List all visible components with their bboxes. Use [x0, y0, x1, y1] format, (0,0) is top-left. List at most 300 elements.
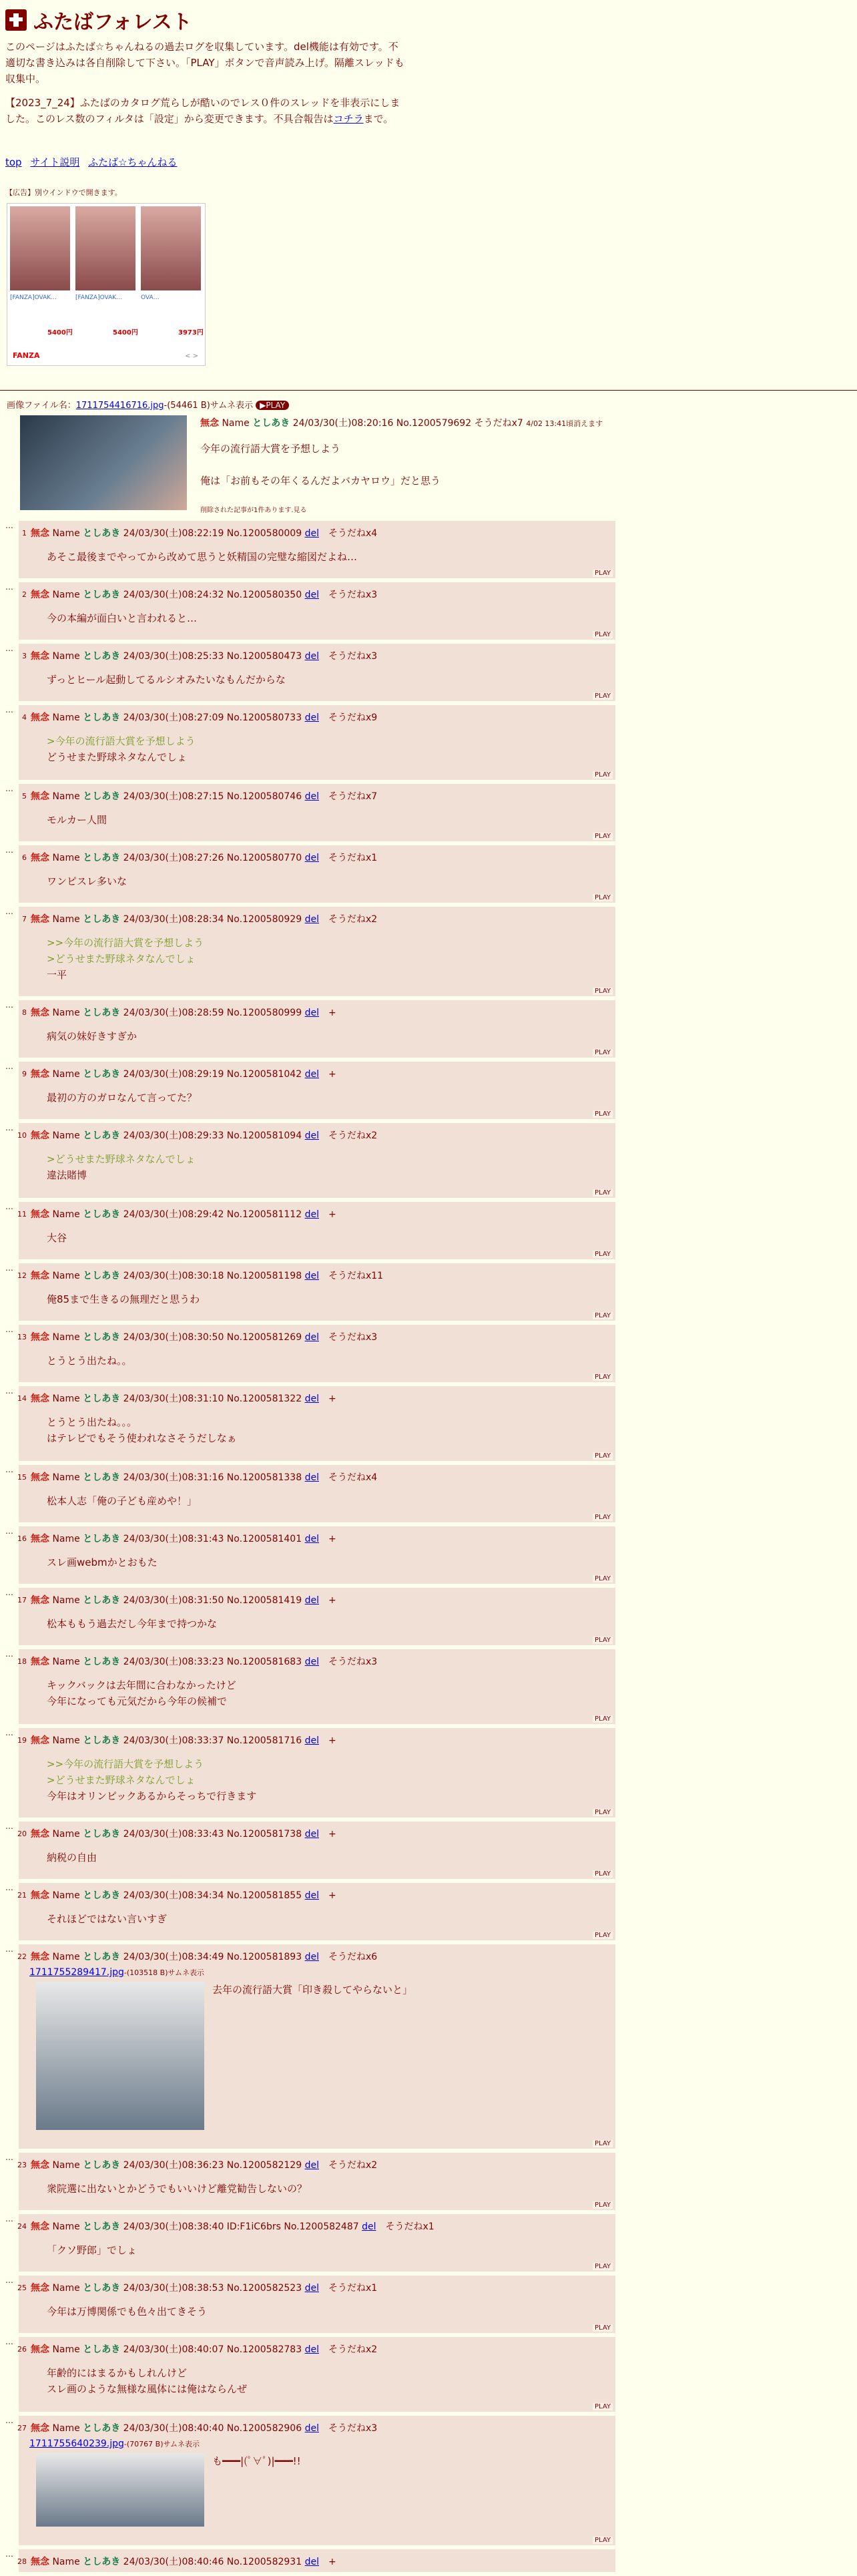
name-label: Name — [52, 1595, 80, 1606]
reply-dots: … — [5, 1883, 13, 1892]
reply-play-button[interactable]: PLAY — [593, 570, 613, 577]
reply-post — [0, 1588, 627, 1649]
op-play-button[interactable]: ▶PLAY — [256, 401, 289, 410]
reply-box — [19, 1649, 615, 1724]
del-link[interactable]: del — [304, 1393, 319, 1404]
reply-body — [47, 1291, 200, 1307]
reply-post — [0, 2337, 627, 2416]
reply-box — [19, 1325, 615, 1382]
reply-post — [0, 1883, 627, 1944]
reply-play-button[interactable]: PLAY — [593, 692, 613, 700]
op-body — [200, 441, 441, 505]
reply-file-link[interactable]: 1711755289417.jpg — [29, 1967, 124, 1978]
reply-line: スレ画webmかとおもた — [47, 1556, 158, 1568]
del-link[interactable]: del — [304, 1008, 319, 1018]
reply-post — [0, 1202, 627, 1263]
del-link[interactable]: del — [304, 1271, 319, 1281]
intro-text: このページはふたば☆ちゃんねるの過去ログを収集しています。del機能は有効です。不適切な書き込みは各自削除して下さい。「PLAY」ボタンで音声読み上げ。隔離スレッドも収集中。 — [5, 41, 404, 85]
name-label: Name — [52, 1890, 80, 1901]
del-link[interactable]: del — [304, 528, 319, 539]
reply-play-button[interactable]: PLAY — [593, 2403, 613, 2410]
op-subject: 無念 — [200, 418, 219, 429]
soudane-button[interactable]: + — [328, 1534, 336, 1544]
reply-box — [19, 1821, 615, 1879]
reply-dots: … — [5, 1588, 13, 1597]
reply-number: 19 — [17, 1736, 27, 1745]
reply-subject: 無念 — [31, 712, 49, 723]
soudane-button[interactable]: そうだねx2 — [328, 2344, 378, 2355]
name-label: Name — [52, 1657, 80, 1667]
reply-box — [19, 1465, 615, 1522]
reply-quote: >今年の流行語大賞を予想しよう — [47, 735, 196, 747]
reply-play-button[interactable]: PLAY — [593, 894, 613, 901]
reply-play-button[interactable]: PLAY — [593, 1809, 613, 1816]
reply-image[interactable] — [36, 1982, 204, 2130]
reply-dots: … — [5, 1465, 13, 1474]
reply-play-button[interactable]: PLAY — [593, 1110, 613, 1118]
reply-name: としあき — [83, 1735, 121, 1746]
reply-name: としあき — [83, 528, 121, 539]
reply-dots: … — [5, 1728, 13, 1737]
reply-box — [19, 784, 615, 841]
reply-play-button[interactable]: PLAY — [593, 2263, 613, 2270]
op-file-link[interactable]: 1711754416716.jpg — [75, 401, 164, 411]
soudane-button[interactable]: そうだねx1 — [328, 853, 378, 863]
reply-name: としあき — [83, 853, 121, 863]
reply-date: 24/03/30(土)08:29:33 No.1200581094 — [123, 1130, 302, 1141]
op-image[interactable] — [20, 415, 187, 510]
reply-play-button[interactable]: PLAY — [593, 2201, 613, 2209]
op-line: 今年の流行語大賞を予想しよう — [200, 443, 341, 455]
del-link[interactable]: del — [304, 590, 319, 600]
soudane-button[interactable]: そうだねx4 — [328, 528, 378, 539]
del-link[interactable]: del — [304, 1829, 319, 1840]
del-link[interactable]: del — [304, 791, 319, 802]
reply-number: 10 — [17, 1131, 27, 1140]
reply-line: ワンピスレ多いな — [47, 875, 127, 887]
del-link[interactable]: del — [304, 2160, 319, 2171]
nav-futaba-link[interactable]: ふたば☆ちゃんねる — [88, 156, 178, 168]
nav-about-link[interactable]: サイト説明 — [30, 156, 80, 168]
reply-play-button[interactable]: PLAY — [593, 1870, 613, 1878]
reply-subject: 無念 — [31, 2557, 49, 2567]
del-link[interactable]: del — [304, 1332, 319, 1343]
reply-play-button[interactable]: PLAY — [593, 833, 613, 840]
reply-box — [19, 521, 615, 578]
name-label: Name — [52, 2423, 80, 2434]
soudane-button[interactable]: そうだねx1 — [328, 2283, 378, 2294]
reply-line: 松本人志「俺の子ども産めや！」 — [47, 1495, 198, 1507]
del-link[interactable]: del — [304, 1595, 319, 1606]
reply-subject: 無念 — [31, 853, 49, 863]
reply-name: としあき — [83, 2344, 121, 2355]
reply-play-button[interactable]: PLAY — [593, 1189, 613, 1197]
reply-post — [0, 644, 627, 705]
reply-dots: … — [5, 2549, 13, 2559]
reply-post — [0, 1123, 627, 1202]
reply-post — [0, 2153, 627, 2214]
reply-box — [19, 1728, 615, 1817]
reply-dots: … — [5, 582, 13, 592]
soudane-button[interactable]: そうだねx3 — [328, 1657, 378, 1667]
reply-dots: … — [5, 2337, 13, 2346]
name-label: Name — [52, 590, 80, 600]
ad-thumb-1[interactable] — [10, 206, 70, 290]
reply-play-button[interactable]: PLAY — [593, 988, 613, 995]
reply-number: 3 — [22, 652, 27, 660]
reply-dots: … — [5, 1325, 13, 1334]
reply-date: 24/03/30(土)08:27:26 No.1200580770 — [123, 853, 302, 863]
reply-date: 24/03/30(土)08:27:15 No.1200580746 — [123, 791, 302, 802]
del-link[interactable]: del — [304, 1657, 319, 1667]
reply-box — [19, 1883, 615, 1940]
reply-body — [47, 1414, 237, 1446]
soudane-button[interactable]: そうだねx3 — [328, 651, 378, 662]
op-expire: 4/02 13:41頃消えます — [526, 419, 603, 428]
reply-post — [0, 1944, 627, 2153]
reply-quote: >どうせまた野球ネタなんでしょ — [47, 1153, 196, 1165]
reply-body — [47, 1911, 167, 1927]
del-link[interactable]: del — [304, 914, 319, 925]
reply-dots: … — [5, 644, 13, 653]
reply-subject: 無念 — [31, 1069, 49, 1080]
reply-line: 病気の妹好きすぎか — [47, 1030, 137, 1042]
reply-date: 24/03/30(土)08:38:40 ID:F1iC6brs No.1200582487 — [123, 2221, 359, 2232]
reply-line: ずっとヒール起動してるルシオみたいなもんだからな — [47, 674, 286, 686]
reply-meta — [31, 2158, 377, 2171]
notice-end: まで。 — [363, 113, 394, 125]
reply-box — [19, 705, 615, 780]
reply-name: としあき — [83, 712, 121, 723]
soudane-button[interactable]: + — [328, 1735, 336, 1746]
reply-play-button[interactable]: PLAY — [593, 631, 613, 638]
reply-subject: 無念 — [31, 2423, 49, 2434]
reply-number: 27 — [17, 2424, 27, 2432]
soudane-button[interactable]: そうだねx9 — [328, 712, 378, 723]
reply-line: 衆院選に出ないとかどうでもいいけど離党勧告しないの？ — [47, 2183, 308, 2195]
reply-play-button[interactable]: PLAY — [593, 1373, 613, 1381]
site-header — [5, 5, 192, 35]
reply-meta — [31, 1391, 336, 1405]
reply-date: 24/03/30(土)08:36:23 No.1200582129 — [123, 2160, 302, 2171]
soudane-button[interactable]: + — [328, 1829, 336, 1840]
op-date: 24/03/30(土)08:20:16 No.1200579692 — [292, 418, 472, 429]
reply-date: 24/03/30(土)08:29:19 No.1200581042 — [123, 1069, 302, 1080]
reply-play-button[interactable]: PLAY — [593, 2140, 613, 2147]
nav-links — [5, 155, 183, 169]
reply-line: 納税の自由 — [47, 1852, 97, 1864]
ad-title-1[interactable]: [FANZA]OVAK… — [10, 294, 57, 301]
divider — [0, 390, 857, 391]
del-link[interactable]: del — [304, 2557, 319, 2567]
reply-dots: … — [5, 1821, 13, 1831]
reply-line: 松本ももう過去だし今年まで持つかな — [47, 1618, 218, 1630]
reply-name: としあき — [83, 1952, 121, 1962]
reply-play-button[interactable]: PLAY — [593, 1575, 613, 1582]
reply-play-button[interactable]: PLAY — [593, 1452, 613, 1460]
reply-box — [19, 2214, 615, 2272]
reply-box — [19, 2416, 615, 2545]
soudane-button[interactable]: そうだねx3 — [328, 1332, 378, 1343]
reply-number: 9 — [22, 1070, 27, 1078]
del-link[interactable]: del — [304, 1472, 319, 1483]
ad-nav-arrows[interactable]: < > — [185, 353, 198, 360]
reply-line: 違法賭博 — [47, 1169, 87, 1181]
reply-line: 今年は万博関係でも色々出てきそう — [47, 2306, 208, 2318]
ad-price-1: 5400円 — [47, 329, 73, 337]
reply-name: としあき — [83, 2283, 121, 2294]
reply-box — [19, 1526, 615, 1584]
reply-quote: >>今年の流行語大賞を予想しよう — [47, 1758, 204, 1770]
reply-meta — [31, 2555, 336, 2568]
reply-dots: … — [5, 845, 13, 855]
reply-number: 24 — [17, 2222, 27, 2231]
reply-line: 今の本編が面白いと言われると… — [47, 612, 198, 624]
reply-number: 17 — [17, 1596, 27, 1604]
ad-price-2: 5400円 — [113, 329, 138, 337]
reply-meta — [31, 2342, 377, 2356]
name-label: Name — [52, 1209, 80, 1220]
fanza-logo: FANZA — [13, 351, 40, 360]
reply-name: としあき — [83, 651, 121, 662]
reply-date: 24/03/30(土)08:33:43 No.1200581738 — [123, 1829, 302, 1840]
reply-subject: 無念 — [31, 1393, 49, 1404]
reply-dots: … — [5, 1649, 13, 1659]
del-link[interactable]: del — [304, 1735, 319, 1746]
reply-line: 「クソ野郎」でしょ — [47, 2244, 137, 2256]
soudane-button[interactable]: + — [328, 2557, 336, 2567]
reply-box — [19, 1062, 615, 1119]
name-label: Name — [52, 651, 80, 662]
del-link[interactable]: del — [304, 2283, 319, 2294]
reply-body — [47, 1230, 67, 1246]
reply-meta — [31, 2219, 435, 2233]
reply-body — [47, 2242, 137, 2258]
report-link[interactable]: コチラ — [333, 113, 364, 125]
reply-post — [0, 1325, 627, 1386]
reply-subject: 無念 — [31, 2160, 49, 2171]
reply-name: としあき — [83, 914, 121, 925]
reply-name: としあき — [83, 1209, 121, 1220]
del-link[interactable]: del — [362, 2221, 376, 2232]
reply-name: としあき — [83, 1534, 121, 1544]
reply-name: としあき — [83, 1472, 121, 1483]
reply-number: 2 — [22, 590, 27, 599]
reply-play-button[interactable]: PLAY — [593, 1932, 613, 1939]
reply-body — [47, 2181, 307, 2197]
ad-title-3[interactable]: OVA… — [141, 294, 160, 301]
notice-part: 【2023_7_24】ふたばのカタログ荒らしが酷いのでレス０件のスレッドを非表示にしました。このレス数のフィルタは「設定」から変更できます。不具合報告は — [5, 97, 400, 125]
reply-file-line — [29, 2438, 200, 2449]
reply-name: としあき — [83, 1829, 121, 1840]
reply-body — [47, 1353, 132, 1369]
reply-meta — [31, 1532, 336, 1545]
soudane-button[interactable]: そうだねx6 — [328, 1952, 378, 1962]
reply-body — [47, 1756, 256, 1804]
ad-title-2[interactable]: [FANZA]OVAK… — [75, 294, 123, 301]
reply-name: としあき — [83, 1271, 121, 1281]
soudane-button[interactable]: そうだねx11 — [328, 1271, 384, 1281]
del-link[interactable]: del — [304, 2344, 319, 2355]
del-link[interactable]: del — [304, 1952, 319, 1962]
ad-thumb-2[interactable] — [75, 206, 135, 290]
name-label: Name — [52, 853, 80, 863]
reply-quote: >どうせまた野球ネタなんでしょ — [47, 953, 196, 965]
reply-date: 24/03/30(土)08:31:43 No.1200581401 — [123, 1534, 302, 1544]
reply-meta — [31, 1888, 336, 1902]
soudane-button[interactable]: そうだねx3 — [328, 2423, 378, 2434]
op-line: 俺は「お前もその年くるんだよバカヤロウ」だと思う — [200, 475, 441, 487]
ad-thumb-3[interactable] — [141, 206, 201, 290]
reply-line: それほどではない言いすぎ — [47, 1913, 168, 1925]
reply-dots: … — [5, 705, 13, 714]
name-label: Name — [52, 791, 80, 802]
reply-body — [47, 1493, 197, 1509]
reply-meta — [31, 1330, 377, 1343]
reply-body — [47, 2304, 207, 2320]
reply-play-button[interactable]: PLAY — [593, 1312, 613, 1319]
name-label: Name — [52, 1735, 80, 1746]
ad-price-3: 3973円 — [178, 329, 204, 337]
reply-box — [19, 1263, 615, 1321]
del-link[interactable]: del — [304, 1069, 319, 1080]
reply-dots: … — [5, 784, 13, 793]
reply-name: としあき — [83, 791, 121, 802]
del-link[interactable]: del — [304, 853, 319, 863]
reply-meta — [31, 1827, 336, 1840]
soudane-button[interactable]: そうだねx2 — [328, 2160, 378, 2171]
reply-meta — [31, 1006, 336, 1019]
reply-subject: 無念 — [31, 2283, 49, 2294]
reply-play-button[interactable]: PLAY — [593, 771, 613, 779]
reply-quote: >どうせまた野球ネタなんでしょ — [47, 1774, 196, 1786]
del-link[interactable]: del — [304, 1890, 319, 1901]
reply-subject: 無念 — [31, 590, 49, 600]
reply-play-button[interactable]: PLAY — [593, 1637, 613, 1644]
del-link[interactable]: del — [304, 2423, 319, 2434]
reply-post — [0, 1649, 627, 1728]
reply-number: 16 — [17, 1534, 27, 1543]
reply-line: あそこ最後までやってから改めて思うと妖精国の完璧な縮図だよね… — [47, 551, 358, 563]
reply-body — [47, 672, 286, 688]
reply-number: 8 — [22, 1008, 27, 1017]
reply-play-button[interactable]: PLAY — [593, 1251, 613, 1258]
soudane-button[interactable]: + — [328, 1209, 336, 1220]
reply-body — [47, 1151, 196, 1183]
reply-post — [0, 521, 627, 582]
reply-body — [47, 1616, 217, 1632]
del-link[interactable]: del — [304, 1209, 319, 1220]
del-link[interactable]: del — [304, 712, 319, 723]
del-link[interactable]: del — [304, 651, 319, 662]
reply-number: 21 — [17, 1891, 27, 1900]
reply-post — [0, 1000, 627, 1062]
reply-line: 一平 — [47, 969, 67, 981]
ad-label: 【広告】別ウインドウで開きます。 — [5, 188, 122, 197]
reply-body — [47, 1028, 137, 1044]
op-file-line — [7, 398, 289, 411]
del-link[interactable]: del — [304, 1130, 319, 1141]
reply-date: 24/03/30(土)08:25:33 No.1200580473 — [123, 651, 302, 662]
reply-play-button[interactable]: PLAY — [593, 1715, 613, 1723]
reply-date: 24/03/30(土)08:22:19 No.1200580009 — [123, 528, 302, 539]
reply-body — [47, 549, 357, 565]
reply-number: 5 — [22, 792, 27, 801]
reply-play-button[interactable]: PLAY — [593, 1049, 613, 1056]
soudane-button[interactable]: + — [328, 1890, 336, 1901]
soudane-button[interactable]: そうだねx3 — [328, 590, 378, 600]
soudane-button[interactable]: そうだねx2 — [328, 1130, 378, 1141]
reply-box — [19, 2337, 615, 2412]
reply-subject: 無念 — [31, 1130, 49, 1141]
reply-dots: … — [5, 1526, 13, 1536]
soudane-button[interactable]: + — [328, 1595, 336, 1606]
name-label: Name — [52, 1271, 80, 1281]
reply-date: 24/03/30(土)08:30:18 No.1200581198 — [123, 1271, 302, 1281]
reply-dots: … — [5, 2153, 13, 2162]
reply-dots: … — [5, 2276, 13, 2285]
name-label: Name — [52, 2160, 80, 2171]
reply-number: 22 — [17, 1952, 27, 1961]
soudane-button[interactable]: + — [328, 1393, 336, 1404]
del-link[interactable]: del — [304, 1534, 319, 1544]
deleted-note[interactable]: 削除された記事が1件あります.見る — [200, 507, 307, 514]
soudane-button[interactable]: + — [328, 1069, 336, 1080]
reply-box — [19, 1588, 615, 1645]
reply-meta — [31, 912, 377, 925]
nav-top-link[interactable]: top — [5, 156, 22, 168]
reply-date: 24/03/30(土)08:29:42 No.1200581112 — [123, 1209, 302, 1220]
reply-body — [47, 873, 127, 889]
reply-box — [19, 845, 615, 903]
reply-body — [47, 1850, 97, 1866]
reply-post — [0, 582, 627, 644]
soudane-button[interactable]: そうだねx2 — [328, 914, 378, 925]
reply-subject: 無念 — [31, 651, 49, 662]
reply-meta — [31, 851, 377, 864]
op-name: としあき — [252, 418, 290, 429]
reply-post — [0, 705, 627, 784]
reply-number: 14 — [17, 1394, 27, 1403]
reply-image[interactable] — [36, 2453, 204, 2527]
ad-box[interactable] — [7, 203, 206, 366]
reply-meta — [31, 1207, 336, 1221]
soudane-button[interactable]: + — [328, 1008, 336, 1018]
reply-subject: 無念 — [31, 1735, 49, 1746]
reply-meta — [31, 1950, 377, 1963]
reply-body — [47, 1677, 236, 1709]
reply-subject: 無念 — [31, 1271, 49, 1281]
reply-post — [0, 1263, 627, 1325]
reply-meta — [31, 710, 377, 724]
reply-body — [47, 733, 196, 765]
soudane-button[interactable]: そうだねx7 — [328, 791, 378, 802]
reply-number: 18 — [17, 1657, 27, 1666]
op-soudane[interactable]: そうだねx7 — [474, 418, 523, 429]
reply-play-button[interactable]: PLAY — [593, 2537, 613, 2544]
name-label: Name — [52, 1534, 80, 1544]
op-file-size: -(54461 B)サムネ表示 — [164, 401, 254, 411]
reply-box — [19, 1202, 615, 1259]
reply-meta — [31, 1733, 336, 1747]
soudane-button[interactable]: そうだねx4 — [328, 1472, 378, 1483]
reply-name: としあき — [83, 1069, 121, 1080]
reply-name: としあき — [83, 1393, 121, 1404]
soudane-button[interactable]: そうだねx1 — [385, 2221, 435, 2232]
reply-file-link[interactable]: 1711755640239.jpg — [29, 2438, 124, 2449]
reply-play-button[interactable]: PLAY — [593, 2324, 613, 2332]
reply-play-button[interactable]: PLAY — [593, 1514, 613, 1521]
